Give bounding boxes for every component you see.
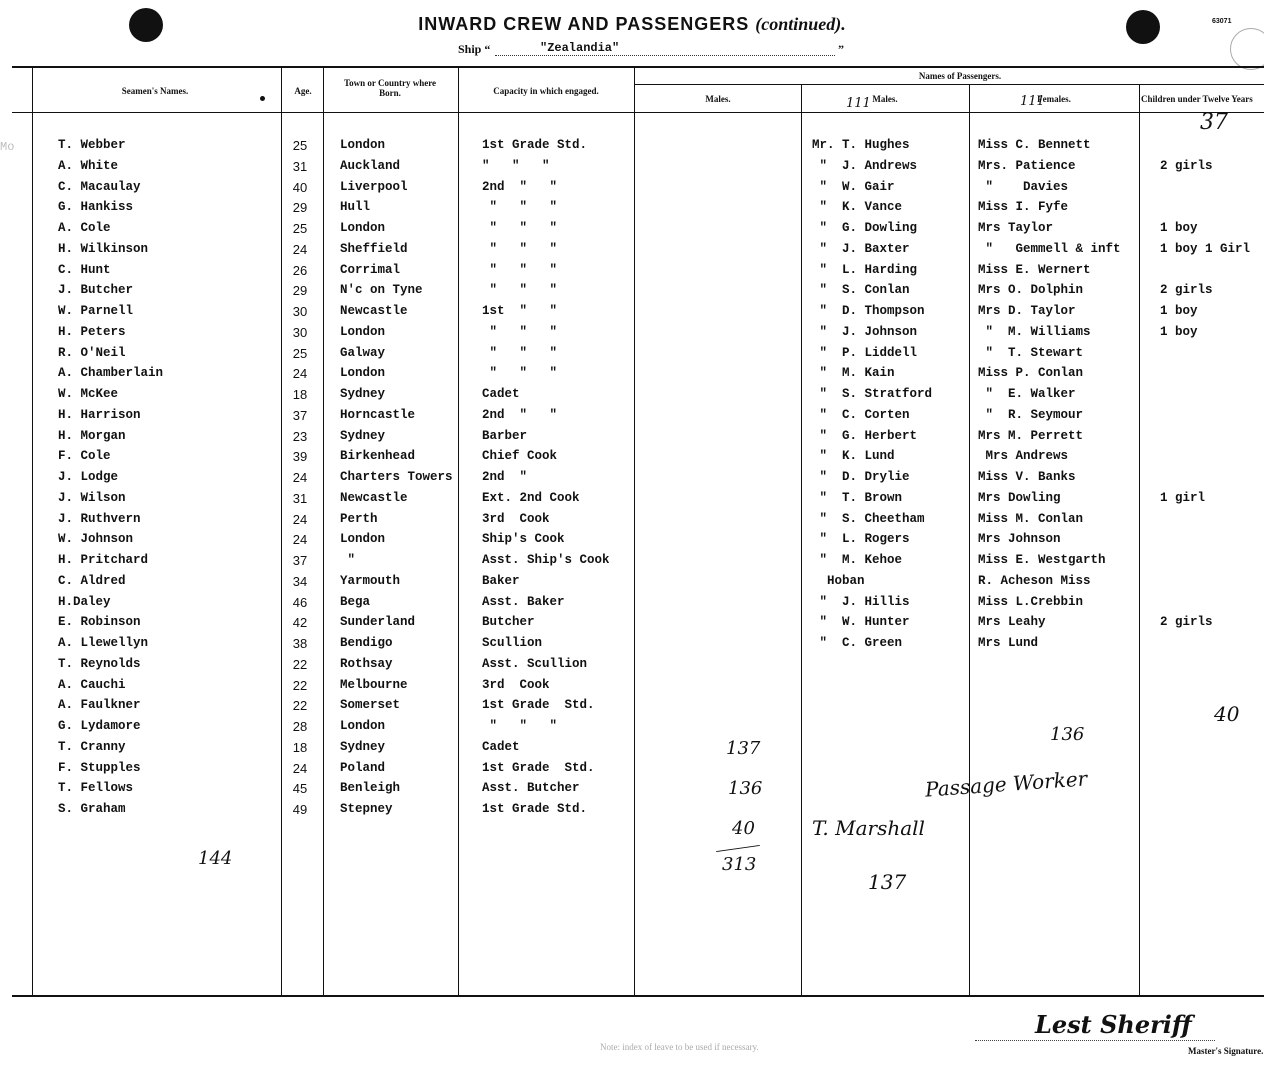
- seaman-name: W. Johnson: [58, 532, 134, 546]
- table-row: [0, 470, 1264, 490]
- seaman-age: 29: [292, 200, 308, 215]
- capacity: Cadet: [482, 387, 520, 401]
- birthplace: Sydney: [340, 429, 386, 443]
- tally-136: 136: [728, 778, 763, 799]
- tally-total-313: 313: [722, 854, 757, 875]
- capacity: 2nd " ": [482, 408, 558, 422]
- capacity: 1st Grade Std.: [482, 698, 595, 712]
- table-row: [0, 263, 1264, 283]
- passenger-female: Miss P. Conlan: [978, 366, 1084, 380]
- female-tally-mark: 111: [1020, 94, 1045, 109]
- passenger-female: " T. Stewart: [978, 346, 1084, 360]
- passenger-female: Miss I. Fyfe: [978, 200, 1069, 214]
- passenger-female: Mrs Andrews: [978, 449, 1069, 463]
- ship-close-quote: ”: [838, 42, 844, 56]
- table-row: [0, 325, 1264, 345]
- birthplace: London: [340, 719, 386, 733]
- seaman-age: 24: [292, 470, 308, 485]
- passenger-children: 1 boy: [1160, 325, 1198, 339]
- table-row: [0, 532, 1264, 552]
- table-row: [0, 574, 1264, 594]
- passenger-male: " P. Liddell: [812, 346, 918, 360]
- passenger-female: Mrs Dowling: [978, 491, 1061, 505]
- children-total-bottom: 40: [1214, 702, 1240, 726]
- seaman-age: 42: [292, 615, 308, 630]
- passenger-female: " Gemmell & inft: [978, 242, 1121, 256]
- seaman-name: J. Lodge: [58, 470, 119, 484]
- capacity: 1st " ": [482, 304, 558, 318]
- capacity: Barber: [482, 429, 528, 443]
- birthplace: Bega: [340, 595, 371, 609]
- seaman-name: H. Pritchard: [58, 553, 149, 567]
- table-row: [0, 512, 1264, 532]
- capacity: " " ": [482, 325, 558, 339]
- passenger-male: " D. Thompson: [812, 304, 925, 318]
- seaman-name: H. Harrison: [58, 408, 141, 422]
- master-signature: Lest Sheriff: [1035, 1010, 1192, 1039]
- seaman-name: W. McKee: [58, 387, 119, 401]
- seaman-age: 38: [292, 636, 308, 651]
- passenger-male: " L. Harding: [812, 263, 918, 277]
- birthplace: Sheffield: [340, 242, 408, 256]
- capacity: 2nd " ": [482, 180, 558, 194]
- passenger-children: 2 girls: [1160, 615, 1213, 629]
- seaman-name: C. Hunt: [58, 263, 111, 277]
- table-row: [0, 491, 1264, 511]
- capacity: Asst. Butcher: [482, 781, 580, 795]
- capacity: Butcher: [482, 615, 535, 629]
- seaman-name: A. Llewellyn: [58, 636, 149, 650]
- header-bottom-rule: [12, 112, 1264, 113]
- birthplace: Benleigh: [340, 781, 401, 795]
- table-row: [0, 553, 1264, 573]
- birthplace: London: [340, 138, 386, 152]
- header-males-a: Males.: [705, 94, 731, 104]
- passenger-header-rule: [635, 84, 1264, 85]
- male-tally-mark: 111: [846, 96, 871, 111]
- seaman-name: T. Fellows: [58, 781, 134, 795]
- capacity: 1st Grade Std.: [482, 761, 595, 775]
- table-row: [0, 449, 1264, 469]
- seaman-name: R. O'Neil: [58, 346, 126, 360]
- footer-note: Note: index of leave to be used if necessary.: [600, 1042, 759, 1052]
- seaman-age: 24: [292, 242, 308, 257]
- reference-number: 63071: [1212, 18, 1232, 25]
- capacity: 2nd ": [482, 470, 528, 484]
- passenger-male: " G. Dowling: [812, 221, 918, 235]
- table-row: [0, 304, 1264, 324]
- passenger-female: " E. Walker: [978, 387, 1076, 401]
- table-row: [0, 200, 1264, 220]
- seaman-age: 29: [292, 283, 308, 298]
- table-top-rule: [12, 66, 1264, 68]
- birthplace: ": [340, 553, 356, 567]
- signature-line: [975, 1040, 1215, 1041]
- birthplace: London: [340, 325, 386, 339]
- table-row: [0, 802, 1264, 822]
- passenger-children: 1 boy: [1160, 304, 1198, 318]
- seaman-name: A. Chamberlain: [58, 366, 164, 380]
- crew-total: 144: [198, 848, 233, 869]
- birthplace: Horncastle: [340, 408, 416, 422]
- table-row: [0, 615, 1264, 635]
- seaman-name: C. Macaulay: [58, 180, 141, 194]
- passenger-male: " K. Vance: [812, 200, 903, 214]
- seaman-name: C. Aldred: [58, 574, 126, 588]
- passenger-female: Miss C. Bennett: [978, 138, 1091, 152]
- header-females: Females.: [1037, 94, 1071, 104]
- seaman-age: 23: [292, 429, 308, 444]
- capacity: Cadet: [482, 740, 520, 754]
- birthplace: London: [340, 532, 386, 546]
- passenger-female: Mrs Leahy: [978, 615, 1046, 629]
- seaman-name: G. Lydamore: [58, 719, 141, 733]
- table-row: [0, 283, 1264, 303]
- passenger-male: Mr. T. Hughes: [812, 138, 910, 152]
- capacity: " " ": [482, 159, 550, 173]
- passenger-male: " W. Gair: [812, 180, 895, 194]
- table-row: [0, 242, 1264, 262]
- seaman-age: 45: [292, 781, 308, 796]
- header-males-b: Males.: [872, 94, 898, 104]
- seaman-name: J. Butcher: [58, 283, 134, 297]
- seaman-name: F. Cole: [58, 449, 111, 463]
- bleed-through-mark: Mo: [0, 140, 15, 154]
- capacity: " " ": [482, 263, 558, 277]
- ship-name-field: "Zealandia": [495, 41, 835, 56]
- table-row: [0, 366, 1264, 386]
- seaman-name: J. Wilson: [58, 491, 126, 505]
- birthplace: Hull: [340, 200, 371, 214]
- passenger-male: " M. Kehoe: [812, 553, 903, 567]
- seaman-name: T. Webber: [58, 138, 126, 152]
- birthplace: Somerset: [340, 698, 401, 712]
- capacity: " " ": [482, 283, 558, 297]
- passenger-female: Mrs Taylor: [978, 221, 1054, 235]
- seaman-name: A. Faulkner: [58, 698, 141, 712]
- seaman-age: 37: [292, 553, 308, 568]
- birthplace: Perth: [340, 512, 378, 526]
- capacity: 1st Grade Std.: [482, 138, 588, 152]
- capacity: " " ": [482, 221, 558, 235]
- seaman-age: 22: [292, 678, 308, 693]
- seaman-age: 39: [292, 449, 308, 464]
- seaman-age: 24: [292, 366, 308, 381]
- birthplace: Corrimal: [340, 263, 401, 277]
- passenger-male: " C. Corten: [812, 408, 910, 422]
- seaman-name: G. Hankiss: [58, 200, 134, 214]
- birthplace: Melbourne: [340, 678, 408, 692]
- passenger-female: Mrs M. Perrett: [978, 429, 1084, 443]
- passenger-children: 1 boy: [1160, 221, 1198, 235]
- tally-137: 137: [726, 738, 761, 759]
- tally-sum-rule: [716, 845, 760, 852]
- seaman-name: W. Parnell: [58, 304, 134, 318]
- stamp-mark: [1230, 28, 1264, 70]
- table-row: [0, 657, 1264, 677]
- seaman-age: 18: [292, 740, 308, 755]
- male-total-bottom: 137: [868, 870, 907, 894]
- seaman-name: A. Cole: [58, 221, 111, 235]
- passenger-female: Miss E. Wernert: [978, 263, 1091, 277]
- seaman-age: 30: [292, 325, 308, 340]
- seaman-name: E. Robinson: [58, 615, 141, 629]
- bullet-mark: [260, 96, 265, 101]
- passenger-children: 1 boy 1 Girl: [1160, 242, 1251, 256]
- passenger-female: Miss E. Westgarth: [978, 553, 1106, 567]
- seaman-age: 49: [292, 802, 308, 817]
- seaman-age: 26: [292, 263, 308, 278]
- capacity: Scullion: [482, 636, 543, 650]
- passenger-male: Hoban: [812, 574, 865, 588]
- birthplace: Yarmouth: [340, 574, 401, 588]
- seaman-name: T. Reynolds: [58, 657, 141, 671]
- seaman-name: H. Morgan: [58, 429, 126, 443]
- passenger-female: R. Acheson Miss: [978, 574, 1091, 588]
- birthplace: Auckland: [340, 159, 401, 173]
- table-row: [0, 159, 1264, 179]
- passage-worker-note: Passage Worker: [924, 766, 1088, 802]
- capacity: Ship's Cook: [482, 532, 565, 546]
- birthplace: London: [340, 221, 386, 235]
- passenger-children: 2 girls: [1160, 159, 1213, 173]
- passenger-male: " G. Herbert: [812, 429, 918, 443]
- children-total-top: 37: [1200, 110, 1228, 135]
- passenger-female: Miss V. Banks: [978, 470, 1076, 484]
- capacity: Chief Cook: [482, 449, 558, 463]
- seaman-age: 24: [292, 532, 308, 547]
- header-age: Age.: [294, 86, 312, 96]
- table-row: [0, 595, 1264, 615]
- passenger-female: Mrs. Patience: [978, 159, 1076, 173]
- seaman-age: 30: [292, 304, 308, 319]
- birthplace: Sunderland: [340, 615, 416, 629]
- table-row: [0, 678, 1264, 698]
- birthplace: Newcastle: [340, 491, 408, 505]
- table-row: [0, 698, 1264, 718]
- header-passengers: Names of Passengers.: [918, 71, 1002, 81]
- seaman-age: 31: [292, 491, 308, 506]
- birthplace: Newcastle: [340, 304, 408, 318]
- table-row: [0, 346, 1264, 366]
- seaman-age: 18: [292, 387, 308, 402]
- passenger-female: Miss L.Crebbin: [978, 595, 1084, 609]
- birthplace: Poland: [340, 761, 386, 775]
- capacity: Asst. Baker: [482, 595, 565, 609]
- birthplace: Rothsay: [340, 657, 393, 671]
- passenger-female: Mrs D. Taylor: [978, 304, 1076, 318]
- capacity: Baker: [482, 574, 520, 588]
- passenger-male: " J. Andrews: [812, 159, 918, 173]
- seaman-name: A. White: [58, 159, 119, 173]
- capacity: Asst. Ship's Cook: [482, 553, 610, 567]
- passenger-female: Mrs Johnson: [978, 532, 1061, 546]
- passenger-female: Miss M. Conlan: [978, 512, 1084, 526]
- birthplace: Stepney: [340, 802, 393, 816]
- capacity: Asst. Scullion: [482, 657, 588, 671]
- seaman-name: H. Wilkinson: [58, 242, 149, 256]
- table-row: [0, 429, 1264, 449]
- birthplace: Sydney: [340, 740, 386, 754]
- female-total: 136: [1050, 724, 1085, 745]
- seaman-age: 31: [292, 159, 308, 174]
- page-title: INWARD CREW AND PASSENGERS (continued).: [418, 14, 846, 34]
- passenger-male: " S. Conlan: [812, 283, 910, 297]
- seaman-age: 28: [292, 719, 308, 734]
- seaman-name: A. Cauchi: [58, 678, 126, 692]
- ship-label: Ship “: [458, 42, 491, 56]
- table-row: [0, 387, 1264, 407]
- capacity: " " ": [482, 200, 558, 214]
- capacity: " " ": [482, 719, 558, 733]
- seaman-name: H.Daley: [58, 595, 111, 609]
- birthplace: Birkenhead: [340, 449, 416, 463]
- passenger-male: " W. Hunter: [812, 615, 910, 629]
- seaman-name: S. Graham: [58, 802, 126, 816]
- capacity: " " ": [482, 346, 558, 360]
- table-row: [0, 408, 1264, 428]
- passenger-male: " M. Kain: [812, 366, 895, 380]
- birthplace: Sydney: [340, 387, 386, 401]
- birthplace: Charters Towers: [340, 470, 453, 484]
- seaman-age: 22: [292, 657, 308, 672]
- header-seamen-names: Seamen's Names.: [121, 86, 189, 96]
- passenger-male: " J. Hillis: [812, 595, 910, 609]
- seaman-age: 25: [292, 221, 308, 236]
- capacity: 1st Grade Std.: [482, 802, 588, 816]
- header-town: Town or Country where Born.: [343, 78, 437, 98]
- seaman-age: 25: [292, 138, 308, 153]
- table-row: [0, 138, 1264, 158]
- header-children: Children under Twelve Years: [1141, 94, 1253, 104]
- worker-signature: T. Marshall: [812, 816, 925, 840]
- capacity: " " ": [482, 366, 558, 380]
- passenger-female: Mrs O. Dolphin: [978, 283, 1084, 297]
- passenger-male: " S. Cheetham: [812, 512, 925, 526]
- capacity: " " ": [482, 242, 558, 256]
- capacity: 3rd Cook: [482, 512, 550, 526]
- table-row: [0, 636, 1264, 656]
- seaman-age: 46: [292, 595, 308, 610]
- passenger-male: " C. Green: [812, 636, 903, 650]
- table-bottom-rule: [12, 995, 1264, 997]
- passenger-female: " M. Williams: [978, 325, 1091, 339]
- birthplace: London: [340, 366, 386, 380]
- passenger-male: " L. Rogers: [812, 532, 910, 546]
- capacity: Ext. 2nd Cook: [482, 491, 580, 505]
- seaman-age: 22: [292, 698, 308, 713]
- table-row: [0, 180, 1264, 200]
- seaman-age: 25: [292, 346, 308, 361]
- birthplace: N'c on Tyne: [340, 283, 423, 297]
- passenger-male: " K. Lund: [812, 449, 895, 463]
- passenger-female: Mrs Lund: [978, 636, 1039, 650]
- passenger-female: " R. Seymour: [978, 408, 1084, 422]
- tally-40: 40: [732, 818, 755, 839]
- seaman-age: 24: [292, 512, 308, 527]
- seaman-name: F. Stupples: [58, 761, 141, 775]
- birthplace: Galway: [340, 346, 386, 360]
- passenger-male: " J. Johnson: [812, 325, 918, 339]
- table-row: [0, 221, 1264, 241]
- capacity: 3rd Cook: [482, 678, 550, 692]
- seaman-name: H. Peters: [58, 325, 126, 339]
- seaman-age: 40: [292, 180, 308, 195]
- master-signature-label: Master's Signature.: [1188, 1046, 1264, 1056]
- birthplace: Liverpool: [340, 180, 408, 194]
- passenger-male: " J. Baxter: [812, 242, 910, 256]
- passenger-female: " Davies: [978, 180, 1069, 194]
- seaman-name: T. Cranny: [58, 740, 126, 754]
- seaman-age: 24: [292, 761, 308, 776]
- passenger-male: " D. Drylie: [812, 470, 910, 484]
- seaman-name: J. Ruthvern: [58, 512, 141, 526]
- header-capacity: Capacity in which engaged.: [493, 86, 599, 96]
- passenger-male: " S. Stratford: [812, 387, 933, 401]
- seaman-age: 34: [292, 574, 308, 589]
- passenger-male: " T. Brown: [812, 491, 903, 505]
- passenger-children: 2 girls: [1160, 283, 1213, 297]
- birthplace: Bendigo: [340, 636, 393, 650]
- passenger-children: 1 girl: [1160, 491, 1206, 505]
- seaman-age: 37: [292, 408, 308, 423]
